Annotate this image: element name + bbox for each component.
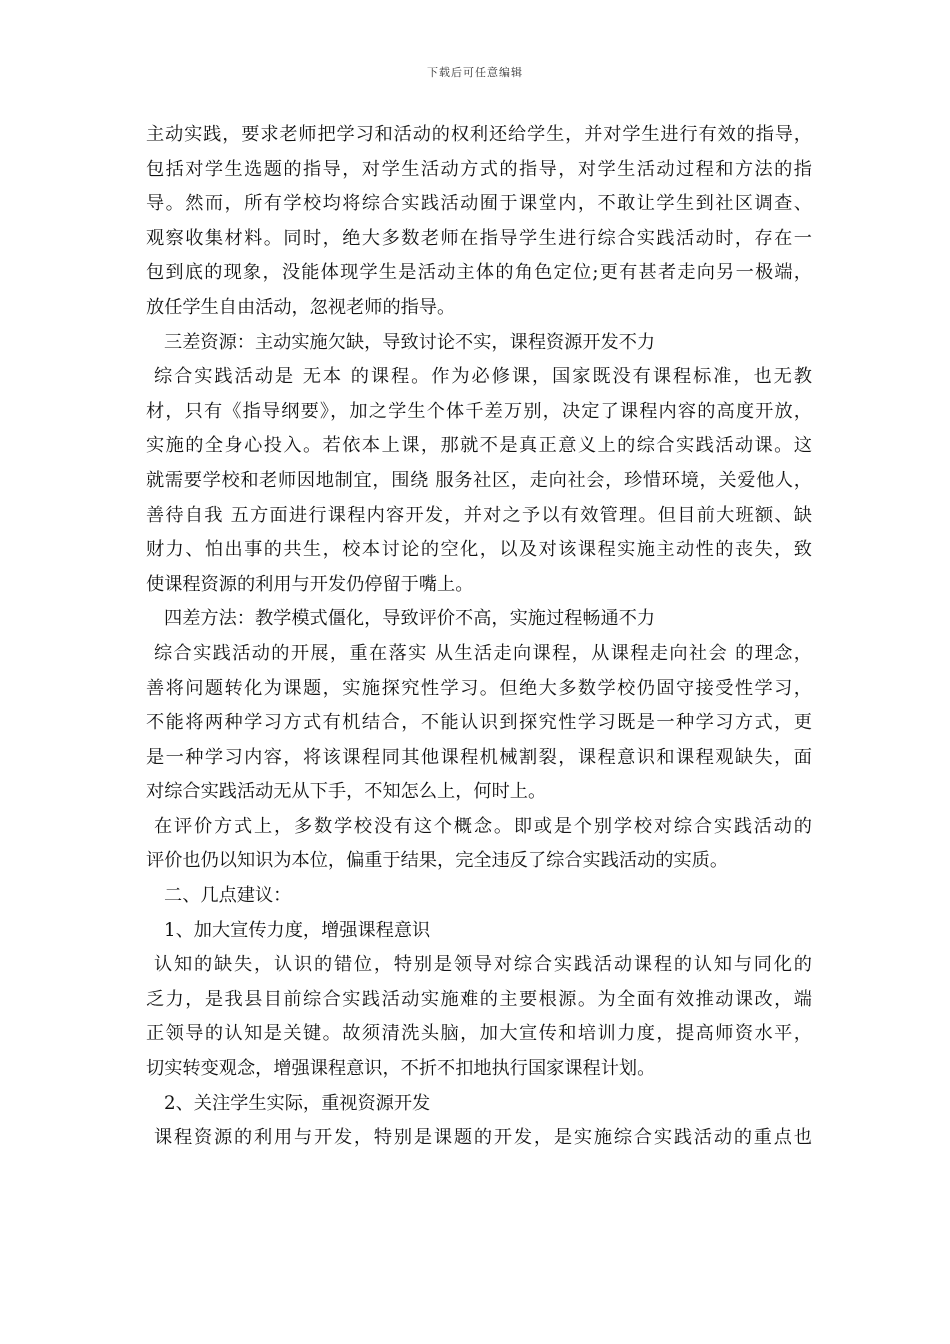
text-line: 是一种学习内容，将该课程同其他课程机械割裂，课程意识和课程观缺失，面 [146, 746, 812, 768]
page-header: 下载后可任意编辑 [427, 66, 523, 79]
text-line: 评价也仍以知识为本位，偏重于结果，完全违反了综合实践活动的实质。 [146, 850, 729, 872]
document-body [146, 118, 812, 1156]
text-line: 认知的缺失，认识的错位，特别是领导对综合实践活动课程的认知与同化的 [154, 954, 812, 976]
text-line: 包括对学生选题的指导，对学生活动方式的指导，对学生活动过程和方法的指 [146, 158, 812, 180]
text-line: 综合实践活动是 无本 的课程。作为必修课，国家既没有课程标准，也无教 [154, 366, 812, 388]
text-line: 切实转变观念，增强课程意识，不折不扣地执行国家课程计划。 [146, 1058, 656, 1080]
text-line: 放任学生自由活动，忽视老师的指导。 [146, 296, 456, 318]
text-line: 导。然而，所有学校均将综合实践活动囿于课堂内，不敢让学生到社区调查、 [146, 193, 812, 215]
subsection-heading: 2、关注学生实际，重视资源开发 [164, 1092, 431, 1114]
section-heading: 二、几点建议： [164, 885, 292, 907]
text-line: 善将问题转化为课题，实施探究性学习。但绝大多数学校仍固守接受性学习， [146, 677, 812, 699]
text-line: 主动实践，要求老师把学习和活动的权利还给学生，并对学生进行有效的指导， [146, 124, 812, 145]
text-line: 在评价方式上，多数学校没有这个概念。即或是个别学校对综合实践活动的 [154, 815, 812, 837]
subsection-heading: 1、加大宣传力度，增强课程意识 [164, 919, 431, 941]
text-line: 正领导的认知是关键。故须清洗头脑，加大宣传和培训力度，提高师资水平， [146, 1023, 812, 1045]
text-line: 乏力，是我县目前综合实践活动实施难的主要根源。为全面有效推动课改，端 [146, 988, 812, 1010]
section-heading: 三差资源：主动实施欠缺，导致讨论不实，课程资源开发不力 [164, 331, 656, 353]
text-line: 实施的全身心投入。若依本上课，那就不是真正意义上的综合实践活动课。这 [146, 435, 812, 457]
text-line: 善待自我 五方面进行课程内容开发，并对之予以有效管理。但目前大班额、缺 [146, 504, 812, 526]
text-line: 对综合实践活动无从下手，不知怎么上，何时上。 [146, 781, 547, 803]
text-line: 使课程资源的利用与开发仍停留于嘴上。 [146, 573, 474, 595]
text-line: 材，只有《指导纲要》，加之学生个体千差万别，决定了课程内容的高度开放， [146, 400, 812, 422]
text-line: 综合实践活动的开展，重在落实 从生活走向课程，从课程走向社会 的理念， [154, 642, 812, 664]
text-line: 包到底的现象，没能体现学生是活动主体的角色定位;更有甚者走向另一极端， [146, 262, 812, 284]
text-line: 观察收集材料。同时，绝大多数老师在指导学生进行综合实践活动时，存在一 [146, 227, 812, 249]
text-line: 财力、怕出事的共生，校本讨论的空化，以及对该课程实施主动性的丧失，致 [146, 539, 812, 561]
text-line: 不能将两种学习方式有机结合，不能认识到探究性学习既是一种学习方式，更 [146, 712, 812, 734]
section-heading: 四差方法：教学模式僵化，导致评价不高，实施过程畅通不力 [164, 608, 656, 630]
text-line: 就需要学校和老师因地制宜，围绕 服务社区，走向社会，珍惜环境，关爱他人， [146, 469, 812, 491]
text-line: 课程资源的利用与开发，特别是课题的开发，是实施综合实践活动的重点也 [154, 1127, 812, 1149]
